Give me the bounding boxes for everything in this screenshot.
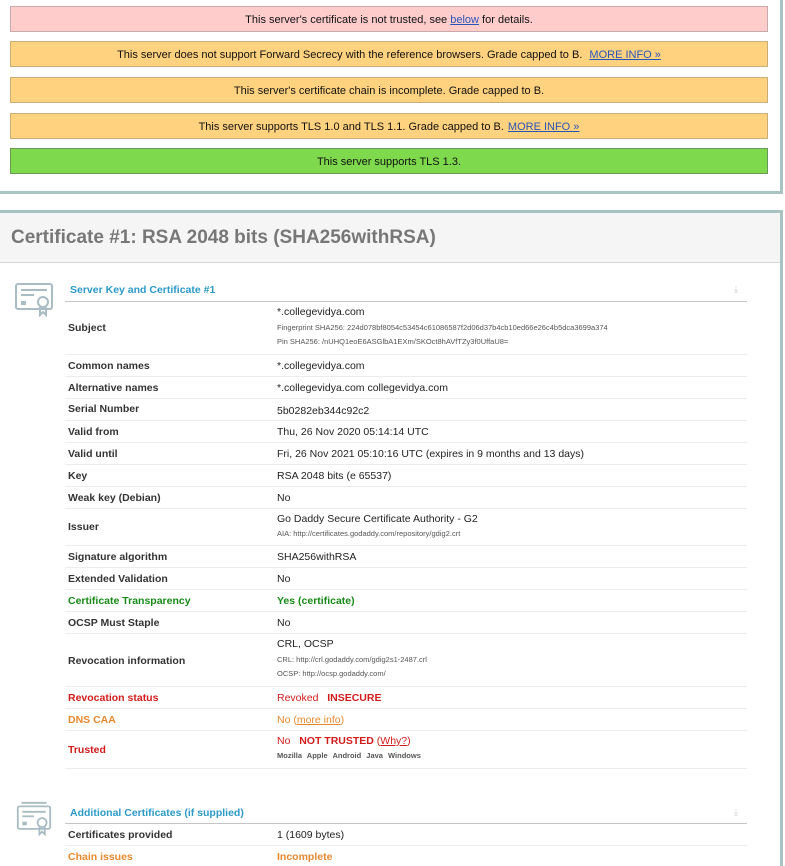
- certificate-panel: [0, 210, 783, 866]
- row-serial: [65, 399, 747, 421]
- subject-value: *.collegevidya.com: [277, 306, 365, 318]
- section-title: Additional Certificates (if supplied): [70, 807, 244, 819]
- row-valid-from: [65, 421, 747, 443]
- row-label: OCSP Must Staple: [68, 617, 160, 629]
- below-link[interactable]: below: [450, 14, 479, 26]
- alerts-panel: [0, 0, 783, 194]
- pin-sha256: Pin SHA256: /nUHQ1eoE6ASGlbA1EXm/SKOct8hAVfTZy3f0UffaU8=: [277, 337, 509, 346]
- alert-text: This server supports TLS 1.3.: [316, 156, 462, 168]
- row-label: Signature algorithm: [68, 551, 168, 563]
- row-value: Yes (certificate): [277, 595, 355, 607]
- row-value: 5b0282eb344c92c2: [277, 405, 370, 417]
- row-value: SHA256withRSA: [277, 551, 357, 563]
- row-common-names: [65, 355, 747, 377]
- aia-url: AIA: http://certificates.godaddy.com/repository/gdig2.crt: [277, 529, 461, 538]
- trust-stores-list: Mozilla Apple Android Java Windows: [277, 751, 421, 760]
- certificate-stack-icon: [14, 801, 54, 837]
- alert-text-after: for details.: [479, 14, 533, 26]
- more-info-link[interactable]: more info: [296, 714, 341, 726]
- crl-url: CRL: http://crl.godaddy.com/gdig2s1-2487.crl: [277, 655, 427, 664]
- row-chain-issues: [65, 846, 747, 866]
- more-info-link[interactable]: MORE INFO »: [589, 49, 661, 61]
- row-value: [277, 306, 608, 346]
- row-label: Valid until: [68, 448, 118, 460]
- row-issuer: [65, 509, 747, 546]
- row-value: *.collegevidya.com: [277, 360, 365, 372]
- row-value: [277, 692, 381, 704]
- alert-chain-incomplete: [10, 77, 768, 103]
- row-value: [277, 513, 478, 538]
- row-label: Certificate Transparency: [68, 595, 191, 607]
- paren-close: ): [407, 735, 411, 747]
- paren-close: ): [340, 714, 345, 726]
- alert-tls13: [10, 148, 768, 174]
- row-value: *.collegevidya.com collegevidya.com: [277, 382, 448, 394]
- alert-not-trusted: [10, 6, 768, 32]
- trusted-value: No: [277, 735, 291, 747]
- certificate-title: Certificate #1: RSA 2048 bits (SHA256withRSA): [0, 213, 780, 263]
- row-value: 1 (1609 bytes): [277, 829, 345, 841]
- row-label: Valid from: [68, 426, 119, 438]
- alert-text: This server supports TLS 1.0 and TLS 1.1. Grade capped to B.: [198, 121, 504, 133]
- download-icon[interactable]: ⤓: [734, 807, 738, 817]
- revoked-text: Revoked: [277, 692, 319, 704]
- row-value: RSA 2048 bits (e 65537): [277, 470, 392, 482]
- why-link[interactable]: Why?: [380, 735, 408, 747]
- row-subject: [65, 302, 747, 355]
- row-dns-caa: [65, 709, 747, 731]
- row-label: Revocation information: [68, 655, 186, 667]
- row-label: Key: [68, 470, 88, 482]
- insecure-badge: INSECURE: [327, 692, 382, 704]
- row-value: [277, 638, 427, 678]
- row-value: Incomplete: [277, 851, 333, 863]
- row-label: Chain issues: [68, 851, 133, 863]
- alert-tls-old: [10, 113, 768, 139]
- alert-text: This server's certificate is not trusted, see: [245, 14, 451, 26]
- row-value: Thu, 26 Nov 2020 05:14:14 UTC: [277, 426, 429, 438]
- row-weak-key: [65, 487, 747, 509]
- paren-open: (: [373, 735, 381, 747]
- ocsp-url: OCSP: http://ocsp.godaddy.com/: [277, 669, 386, 678]
- download-icon[interactable]: ⤓: [734, 284, 738, 294]
- row-alt-names: [65, 377, 747, 399]
- row-label: Common names: [68, 360, 150, 372]
- row-certificate-transparency: [65, 590, 747, 612]
- row-label: Extended Validation: [68, 573, 168, 585]
- alert-text: This server's certificate chain is incomplete. Grade capped to B.: [233, 85, 545, 97]
- fingerprint-sha256: Fingerprint SHA256: 224d078bf8054c53454c61086587f2d06d37b4cb10ed66e26c4b5dca3699a374: [277, 323, 608, 332]
- row-key: [65, 465, 747, 487]
- row-extended-validation: [65, 568, 747, 590]
- row-value: No: [277, 573, 291, 585]
- row-value: No: [277, 617, 291, 629]
- issuer-value: Go Daddy Secure Certificate Authority - G2: [277, 513, 478, 525]
- row-label: Certificates provided: [68, 829, 173, 841]
- row-label: Serial Number: [68, 403, 140, 415]
- row-value: [277, 714, 344, 726]
- row-label: Issuer: [68, 521, 99, 533]
- row-label: Subject: [68, 322, 106, 334]
- row-trusted: [65, 731, 747, 769]
- row-signature-algorithm: [65, 546, 747, 568]
- row-label: Alternative names: [68, 382, 159, 394]
- alert-text: This server does not support Forward Secrecy with the reference browsers. Grade capped to B.: [117, 49, 583, 61]
- alert-forward-secrecy: [10, 41, 768, 67]
- row-label: Revocation status: [68, 692, 159, 704]
- row-label: Trusted: [68, 744, 106, 756]
- row-value: Fri, 26 Nov 2021 05:10:16 UTC (expires in 9 months and 13 days): [277, 448, 584, 460]
- row-valid-until: [65, 443, 747, 465]
- row-value: [277, 735, 421, 760]
- row-revocation-info: [65, 634, 747, 687]
- row-value: No: [277, 492, 291, 504]
- not-trusted-badge: NOT TRUSTED: [299, 735, 374, 747]
- row-label: DNS CAA: [68, 714, 116, 726]
- row-certificates-provided: [65, 824, 747, 846]
- revocation-methods: CRL, OCSP: [277, 638, 334, 650]
- section-title: Server Key and Certificate #1: [70, 284, 216, 296]
- certificate-icon: [14, 281, 54, 317]
- row-ocsp-must-staple: [65, 612, 747, 634]
- row-label: Weak key (Debian): [68, 492, 161, 504]
- row-revocation-status: [65, 687, 747, 709]
- more-info-link[interactable]: MORE INFO »: [507, 121, 580, 133]
- dns-caa-value: No (: [277, 714, 297, 726]
